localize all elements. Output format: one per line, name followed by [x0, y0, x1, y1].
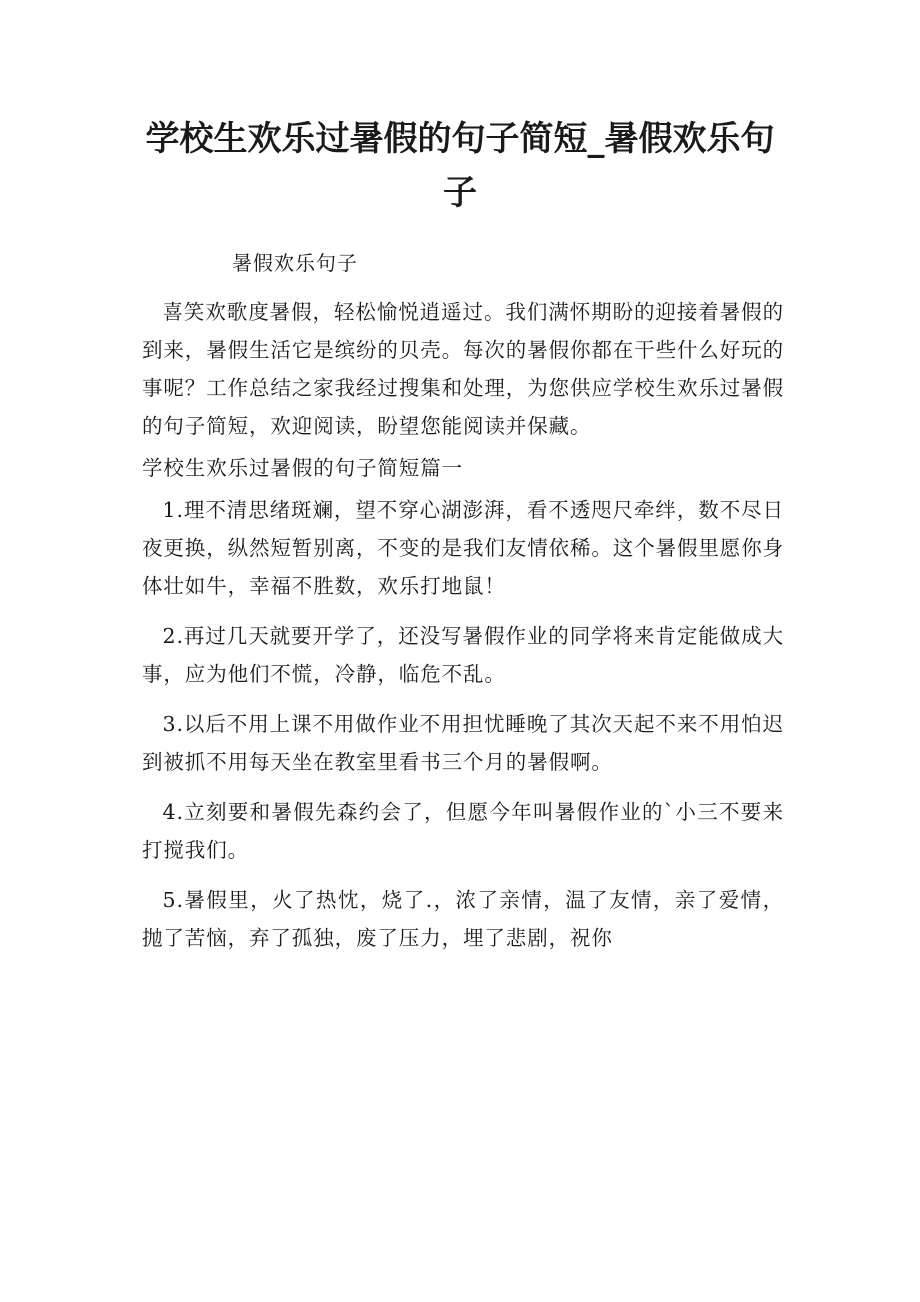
document-body [142, 293, 784, 957]
intro-paragraph: 喜笑欢歌度暑假，轻松愉悦逍遥过。我们满怀期盼的迎接着暑假的到来，暑假生活它是缤纷的贝壳。每次的暑假你都在干些什么好玩的事呢？工作总结之家我经过搜集和处理，为您供应学校生欢乐过暑假的句子简短，欢迎阅读，盼望您能阅读并保藏。 [142, 300, 784, 438]
list-item: 4.立刻要和暑假先森约会了，但愿今年叫暑假作业的`小三不要来打搅我们。 [142, 800, 784, 862]
document-subtitle: 暑假欢乐句子 [232, 251, 358, 275]
list-item: 3.以后不用上课不用做作业不用担忧睡晚了其次天起不来不用怕迟到被抓不用每天坐在教室里看书三个月的暑假啊。 [142, 712, 784, 774]
list-item: 5.暑假里，火了热忱，烧了.，浓了亲情，温了友情，亲了爱情，抛了苦恼，弃了孤独，废了压力，埋了悲剧，祝你 [142, 888, 784, 950]
list-item: 2.再过几天就要开学了，还没写暑假作业的同学将来肯定能做成大事，应为他们不慌，冷静，临危不乱。 [142, 624, 784, 686]
section-heading: 学校生欢乐过暑假的句子简短篇一 [142, 456, 463, 480]
document-title: 学校生欢乐过暑假的句子简短_暑假欢乐句子 [145, 119, 775, 213]
list-item: 1.理不清思绪斑斓，望不穿心湖澎湃，看不透咫尺牵绊，数不尽日夜更换，纵然短暂别离，不变的是我们友情依稀。这个暑假里愿你身体壮如牛，幸福不胜数，欢乐打地鼠！ [142, 498, 784, 598]
